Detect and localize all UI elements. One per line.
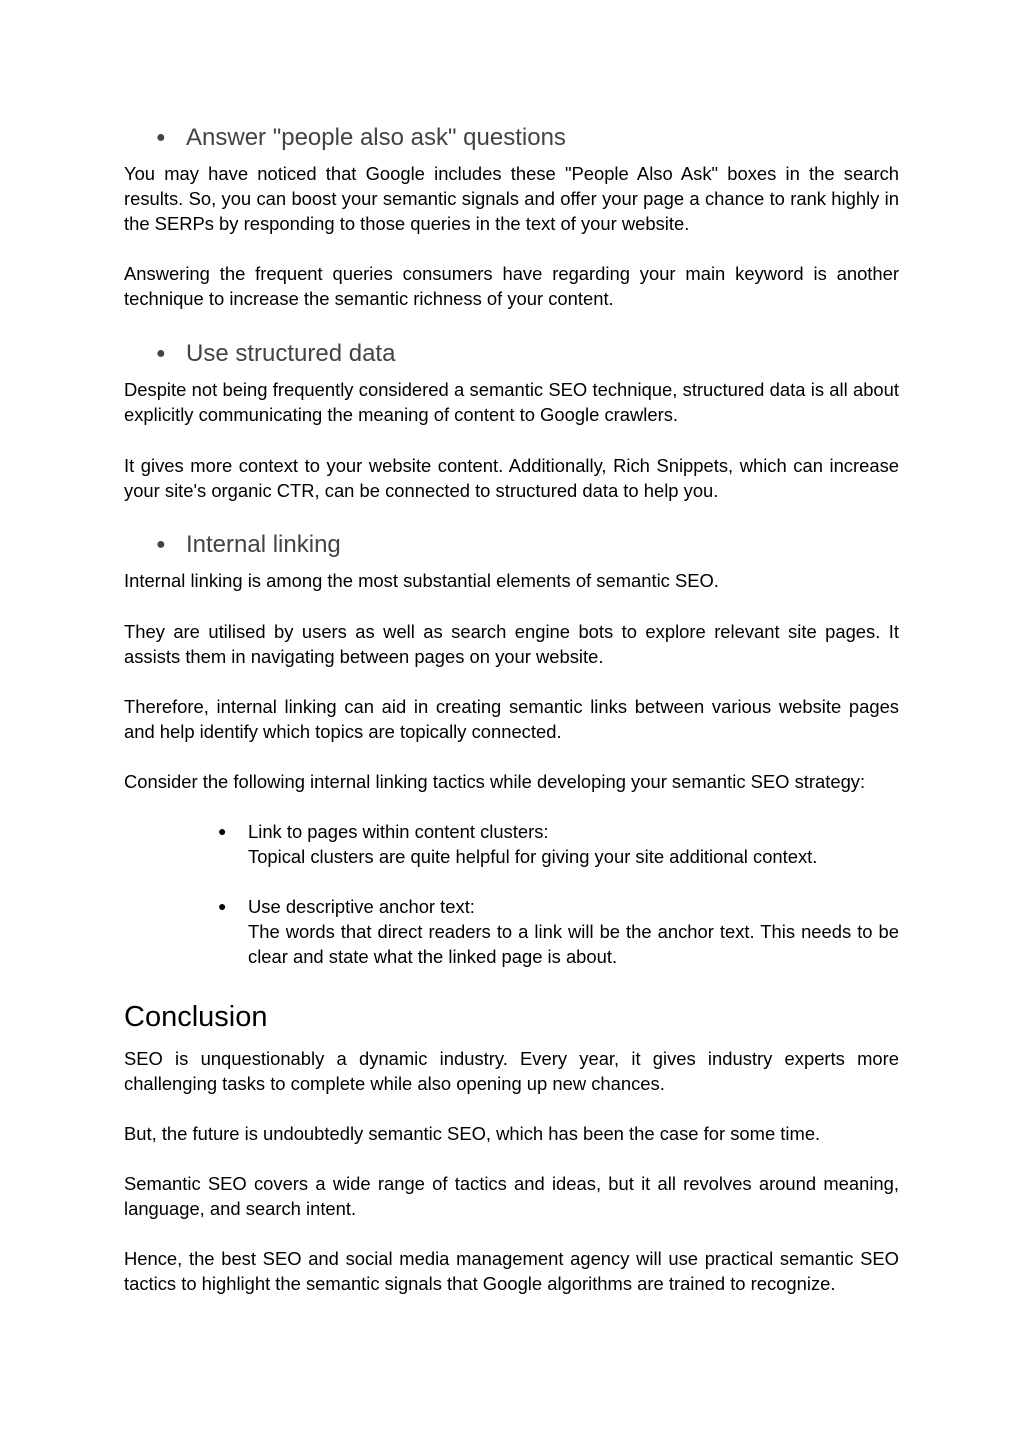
paragraph: Consider the following internal linking tactics while developing your semantic SEO strategy: <box>124 771 866 792</box>
paragraph: Therefore, internal linking can aid in creating semantic links between various website pages and help identify which topics are topically connected. <box>124 696 899 742</box>
bullet-icon: ● <box>156 536 166 553</box>
bullet-icon: ● <box>156 129 166 146</box>
paragraph: Answering the frequent queries consumers have regarding your main keyword is another technique to increase the semantic richness of your content. <box>124 263 899 309</box>
bullet-icon: ● <box>218 898 227 914</box>
list-item-title: Link to pages within content clusters: <box>248 821 549 842</box>
list-item-title: Use descriptive anchor text: <box>248 896 475 917</box>
list-item-body <box>248 819 899 869</box>
paragraph: Hence, the best SEO and social media management agency will use practical semantic SEO tactics to highlight the semantic signals that Google algorithms are trained to recognize. <box>124 1248 899 1294</box>
bullet-icon: ● <box>156 345 166 362</box>
list-item-text: Topical clusters are quite helpful for giving your site additional context. <box>248 846 818 867</box>
paragraph: SEO is unquestionably a dynamic industry. Every year, it gives industry experts more challenging tasks to complete while also opening up new chances. <box>124 1048 899 1094</box>
paragraph: It gives more context to your website content. Additionally, Rich Snippets, which can increase your site's organic CTR, can be connected to structured data to help you. <box>124 455 899 501</box>
paragraph: Internal linking is among the most substantial elements of semantic SEO. <box>124 570 719 591</box>
section-heading-text: Internal linking <box>186 531 341 558</box>
paragraph: But, the future is undoubtedly semantic SEO, which has been the case for some time. <box>124 1123 821 1144</box>
list-item-text: The words that direct readers to a link will be the anchor text. This needs to be clear and state what the linked page is about. <box>248 921 899 967</box>
conclusion-heading: Conclusion <box>124 1001 268 1033</box>
paragraph: Despite not being frequently considered a semantic SEO technique, structured data is all about explicitly communicating the meaning of content to Google crawlers. <box>124 379 899 425</box>
bullet-icon: ● <box>218 823 227 839</box>
section-heading-text: Answer "people also ask" questions <box>186 124 566 151</box>
list-item-body <box>248 894 899 969</box>
paragraph: Semantic SEO covers a wide range of tactics and ideas, but it all revolves around meaning, language, and search intent. <box>124 1173 899 1219</box>
paragraph: You may have noticed that Google includes these "People Also Ask" boxes in the search results. So, you can boost your semantic signals and offer your page a chance to rank highly in the SERPs by responding to those queries in the text of your website. <box>124 163 899 234</box>
section-heading-text: Use structured data <box>186 340 396 367</box>
paragraph: They are utilised by users as well as search engine bots to explore relevant site pages. It assists them in navigating between pages on your website. <box>124 621 899 667</box>
